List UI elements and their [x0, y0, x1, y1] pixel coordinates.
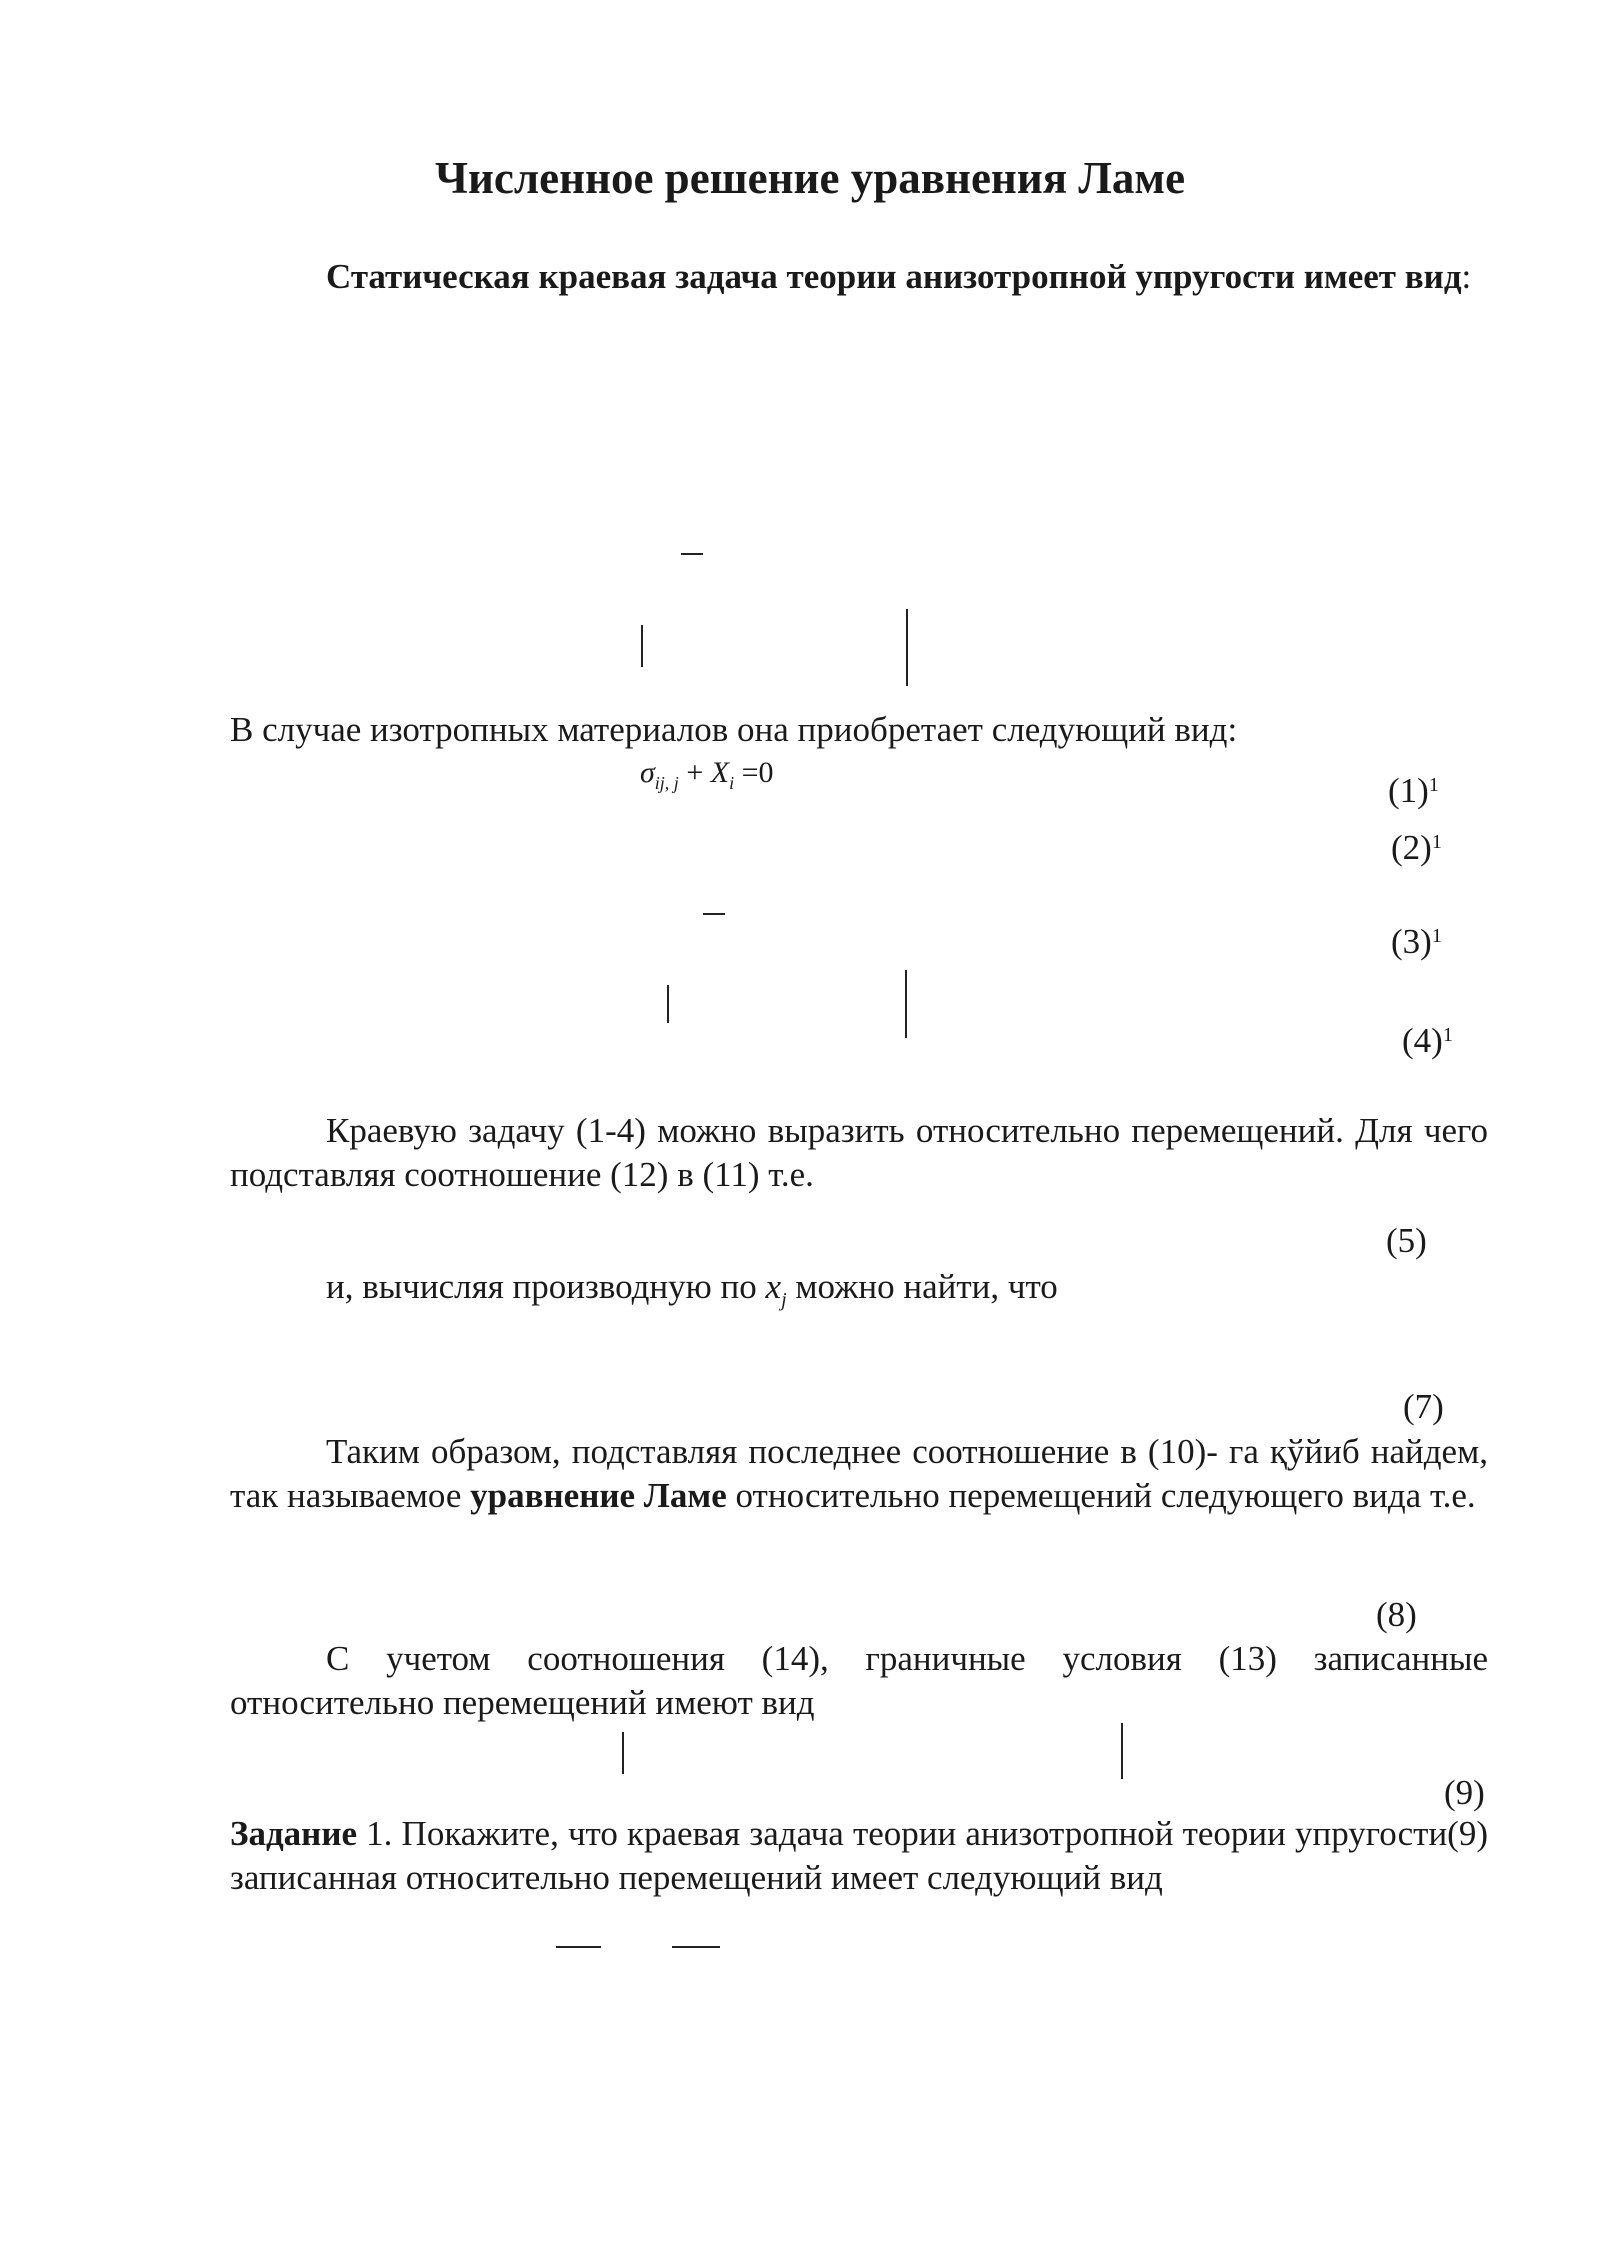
equation-number-8: (8): [1376, 1595, 1417, 1634]
formula-bar-left-2: [667, 985, 669, 1023]
eq1-footnote: 1: [1428, 774, 1439, 796]
equation-number-7: (7): [1403, 1387, 1444, 1426]
lame-bold-term: уравнение Ламе: [470, 1476, 727, 1515]
lame-text-b: относительно перемещений следующего вида т.е.: [726, 1476, 1476, 1515]
eq3-label: (3): [1391, 922, 1432, 961]
equation-number-4: [1402, 1021, 1453, 1061]
page-title: Численное решение уравнения Ламе: [434, 153, 1186, 203]
sigma-symbol: σ: [640, 756, 655, 789]
boundary-paragraph: [230, 1109, 1488, 1197]
conditions-paragraph: [230, 1637, 1488, 1725]
eq4-label: (4): [1402, 1021, 1443, 1060]
formula-bar-right-3: [1121, 1723, 1123, 1779]
formula-overbar: [681, 553, 703, 555]
equation-number-3: [1391, 922, 1442, 962]
equals-zero: =0: [741, 756, 774, 789]
lame-paragraph: [230, 1430, 1488, 1518]
formula-bar-left-3: [622, 1732, 624, 1774]
intro-bold-text: Статическая краевая задача теории анизотропной упругости имеет вид: [326, 257, 1462, 296]
formula-bar-right-2: [905, 970, 907, 1038]
formula-bar-right: [906, 609, 908, 686]
task-label: Задание: [230, 1814, 358, 1853]
derivative-text-a: и, вычисляя производную по: [326, 1267, 766, 1306]
eq1-label: (1): [1388, 771, 1429, 810]
equation-number-9: (9): [1444, 1773, 1485, 1812]
sigma-subscript: ij, j: [654, 773, 679, 793]
equilibrium-formula: [640, 755, 774, 801]
eq2-footnote: 1: [1431, 831, 1442, 853]
lame-text-a: Таким образом, подставляя последнее соотношение в (10)- га қўйиб найдем, так называемое: [230, 1432, 1488, 1515]
equation-number-2: [1391, 828, 1442, 868]
derivative-var-x: x: [765, 1267, 782, 1306]
derivative-text-b: можно найти, что: [786, 1267, 1058, 1306]
task-paragraph: [230, 1812, 1488, 1900]
formula-bar-left: [641, 625, 643, 667]
isotropic-paragraph: В случае изотропных материалов она приобретает следующий вид:: [230, 710, 1238, 749]
formula-overbar-2: [703, 913, 725, 915]
equation-number-1: [1388, 771, 1439, 811]
plus-sign: +: [686, 756, 704, 789]
intro-paragraph: [230, 255, 1488, 299]
intro-colon: :: [1461, 257, 1472, 296]
task-text: 1. Покажите, что краевая задача теории анизотропной теории упругости(9) записанная относительно перемещений имеет следующий вид: [230, 1814, 1488, 1897]
derivative-var-sub: j: [781, 1289, 787, 1311]
formula-overbar-3: [556, 1946, 601, 1948]
eq3-footnote: 1: [1431, 925, 1442, 947]
derivative-variable: [765, 1267, 787, 1311]
conditions-text: С учетом соотношения (14), граничные условия (13) записанные относительно перемещений имеют вид: [230, 1639, 1488, 1722]
equation-number-5: (5): [1386, 1221, 1427, 1260]
eq2-label: (2): [1391, 828, 1432, 867]
derivative-paragraph: [230, 1265, 1488, 1322]
x-subscript: i: [729, 773, 735, 793]
formula-overbar-4: [672, 1946, 720, 1948]
boundary-text: Краевую задачу (1-4) можно выразить относительно перемещений. Для чего подставляя соотношение (12) в (11) т.е.: [230, 1111, 1488, 1194]
eq4-footnote: 1: [1442, 1024, 1453, 1046]
x-symbol: X: [710, 756, 730, 789]
